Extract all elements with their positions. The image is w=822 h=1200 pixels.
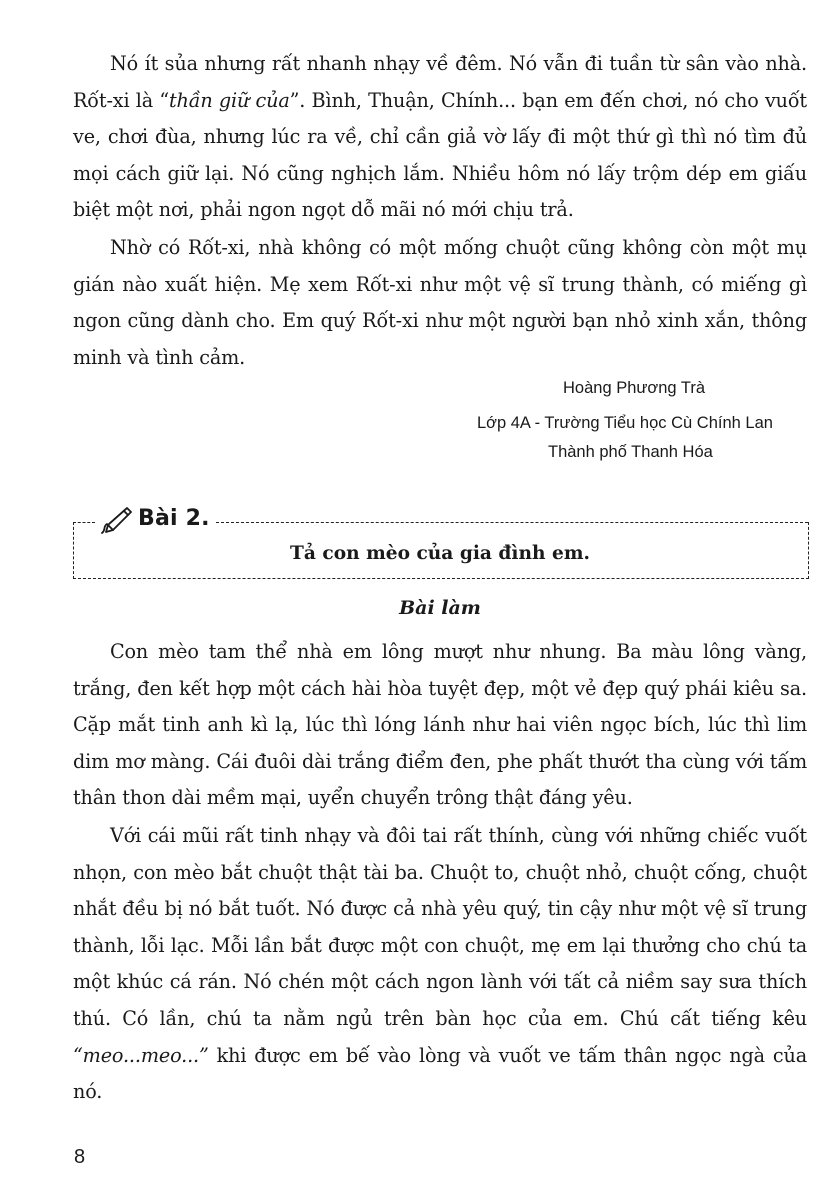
page-number: 8	[74, 1146, 86, 1168]
exercise-heading	[100, 504, 214, 534]
exercise-heading-label: Bài 2.	[138, 506, 210, 531]
story-paragraph-2: Nhờ có Rốt-xi, nhà không có một mống chuột cũng không còn một mụ gián nào xuất hiện. Mẹ xem Rốt-xi như một vệ sĩ trung thành, có miếng gì ngon cũng dành cho. Em quý Rốt-xi như một người bạn nhỏ xinh xắn, thông minh và tình cảm.	[73, 236, 807, 369]
essay-paragraph-2	[73, 818, 807, 1111]
story-paragraph-1-text-a: Nó ít sủa nhưng rất nhanh nhạy về đêm. Nó vẫn đi tuần từ sân vào nhà. Rốt-xi là “	[73, 52, 807, 112]
signature-author: Hoàng Phương Trà	[563, 379, 706, 397]
signature-class-school: Lớp 4A - Trường Tiểu học Cù Chính Lan	[477, 414, 773, 432]
exercise-box-top-border-left	[73, 522, 95, 523]
story-paragraph-1-text-b: ”. Bình, Thuận, Chính... bạn em đến chơi, nó cho vuốt ve, chơi đùa, nhưng lúc ra về, chỉ cần giả vờ lấy đi một thứ gì thì nó tìm đủ mọi cách giữ lại. Nó cũng nghịch lắm. Nhiều hôm nó lấy trộm dép em giấu biệt một nơi, phải ngon ngọt dỗ mãi nó mới chịu trả.	[73, 88, 807, 222]
signature-city: Thành phố Thanh Hóa	[548, 443, 713, 461]
essay-paragraph-2-text-b: khi được em bế vào lòng và vuốt ve tấm thân ngọc ngà của nó.	[73, 1043, 807, 1104]
story-paragraph-1	[73, 46, 807, 229]
essay-paragraph-1: Con mèo tam thể nhà em lông mượt như nhung. Ba màu lông vàng, trắng, đen kết hợp một cách hài hòa tuyệt đẹp, một vẻ đẹp quý phái kiêu sa. Cặp mắt tinh anh kì lạ, lúc thì lóng lánh như hai viên ngọc bích, lúc thì lim dim mơ màng. Cái đuôi dài trắng điểm đen, phe phất thướt tha cùng với tấm thân thon dài mềm mại, uyển chuyển trông thật đáng yêu.	[73, 640, 807, 810]
exercise-task: Tả con mèo của gia đình em.	[290, 543, 590, 564]
essay-title: Bài làm	[399, 597, 481, 619]
essay-paragraph-2-text-a: Với cái mũi rất tinh nhạy và đôi tai rất thính, cùng với những chiếc vuốt nhọn, con mèo bắt chuột thật tài ba. Chuột to, chuột nhỏ, chuột cống, chuột nhắt đều bị nó bắt tuốt. Nó được cả nhà yêu quý, tin cậy như một vệ sĩ trung thành, lỗi lạc. Mỗi lần bắt được một con chuột, mẹ em lại thưởng cho chú ta một khúc cá rán. Nó chén một cách ngon lành với tất cả niềm say sưa thích thú. Có lần, chú ta nằm ngủ trên bàn học của em. Chú cất tiếng kêu	[73, 824, 807, 1030]
exercise-box-top-border-right	[216, 522, 808, 523]
essay-paragraph-2-italic: “meo...meo...”	[73, 1043, 209, 1067]
story-paragraph-1-italic: thần giữ của	[169, 88, 290, 112]
pencil-icon	[100, 504, 134, 534]
